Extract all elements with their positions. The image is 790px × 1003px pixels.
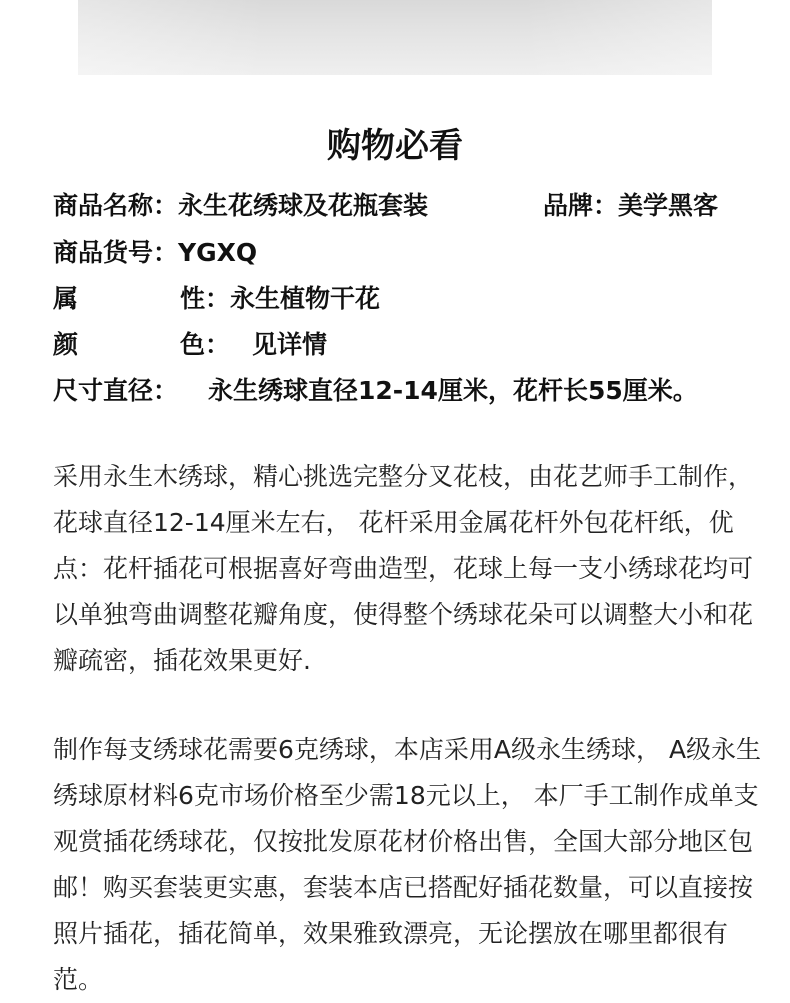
spec-row-name [53,186,428,222]
spec-attribute-label-first: 属 [53,284,79,313]
product-photo-bottom-edge [78,0,712,75]
spec-sku-label: 商品货号： [53,238,179,267]
spec-sku-value: YGXQ [178,238,258,267]
spec-attribute-label-second: 性： [180,284,231,313]
spec-name-label: 商品名称： [53,191,179,220]
spec-brand-value: 美学黑客 [618,191,719,220]
description-paragraph-1: 采用永生木绣球，精心挑选完整分叉花枝，由花艺师手工制作，花球直径12-14厘米左右， 花杆采用金属花杆外包花杆纸，优点：花杆插花可根据喜好弯曲造型，花球上每一支小绣球花均可以单独弯曲调整花瓣角度，使得整个绣球花朵可以调整大小和花瓣疏密，插花效果更好. [53,462,754,675]
spec-color-label-first: 颜 [53,330,79,359]
spec-color-label-second: 色： [180,330,231,359]
spec-row-sku [53,233,257,269]
spec-attribute-value: 永生植物干花 [230,284,381,313]
page-title: 购物必看 [327,126,463,166]
spec-row-color [53,325,327,361]
spec-size-value: 永生绣球直径12-14厘米，花杆长55厘米。 [208,376,698,405]
spec-size-label: 尺寸直径： [53,376,179,405]
spec-brand-label: 品牌： [543,191,619,220]
spec-row-brand [543,186,718,222]
spec-row-attribute [53,279,380,315]
spec-name-value: 永生花绣球及花瓶套装 [178,191,429,220]
description-paragraph-2: 制作每支绣球花需要6克绣球，本店采用A级永生绣球， A级永生绣球原材料6克市场价格至少需18元以上， 本厂手工制作成单支观赏插花绣球花，仅按批发原花材价格出售，全国大部分地区包邮！购买套装更实惠，套装本店已搭配好插花数量，可以直接按照片插花，插花简单，效果雅致漂亮，无论摆放在哪里都很有范。 [53,735,762,994]
spec-color-value: 见详情 [252,330,328,359]
spec-row-size [53,371,698,407]
